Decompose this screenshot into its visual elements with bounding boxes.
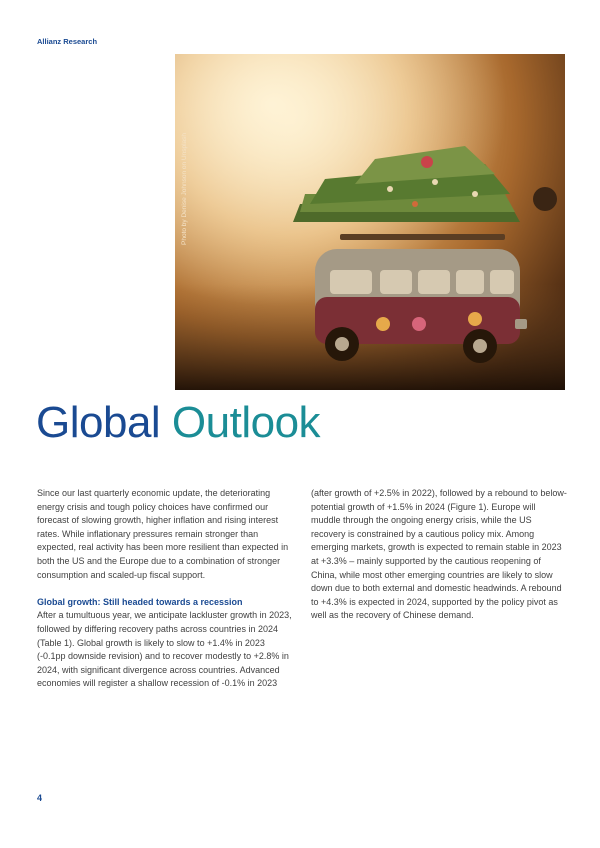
photo-credit: Photo by Denise Johnson on Unsplash	[181, 132, 188, 245]
page-title-part1: Global	[36, 398, 161, 447]
section-subheading: Global growth: Still headed towards a recession	[37, 596, 243, 607]
body-column-left	[37, 487, 293, 691]
body-column-right	[311, 487, 567, 623]
hero-photo	[175, 54, 565, 390]
brand-label: Allianz Research	[37, 37, 98, 46]
page-title-part2: Outlook	[171, 398, 321, 447]
paragraph: Since our last quarterly economic update, the deteriorating energy crisis and tough policy choices have confirmed our forecast of slowing growth, higher inflation and rising interest rates. While inflationary pressures remain stronger than expected, real activity has been more resilient than expected in both the US and the Europe due to a combination of stronger consumption and scaled-up fiscal support.	[37, 488, 289, 580]
page-number: 4	[37, 793, 43, 803]
paragraph: (after growth of +2.5% in 2022), followed by a rebound to below-potential growth of +1.5% in 2024 (Figure 1). Europe will muddle through the ongoing energy crisis, while the US recovery is constrained by a cautious policy mix. Among emerging markets, growth is expected to remain stable in 2023 at +3.3% – mainly supported by the cautious reopening of China, while most other emerging countries are likely to slow down due to both external and domestic headwinds. A rebound to +4.3% is expected in 2024, supported by the policy pivot as well as the recovery of Chinese demand.	[311, 488, 567, 621]
toy-van-illustration	[175, 54, 565, 390]
page-title	[36, 398, 320, 448]
paragraph: After a tumultuous year, we anticipate lackluster growth in 2023, followed by differing recovery paths across countries in 2024 (Table 1). Global growth is likely to slow to +1.4% in 2023 (-0.1pp downside revision) and to recover modestly to +2.8% in 2024, with significant divergence across countries. Advanced economies will register a shallow recession of -0.1% in 2023	[37, 610, 292, 689]
